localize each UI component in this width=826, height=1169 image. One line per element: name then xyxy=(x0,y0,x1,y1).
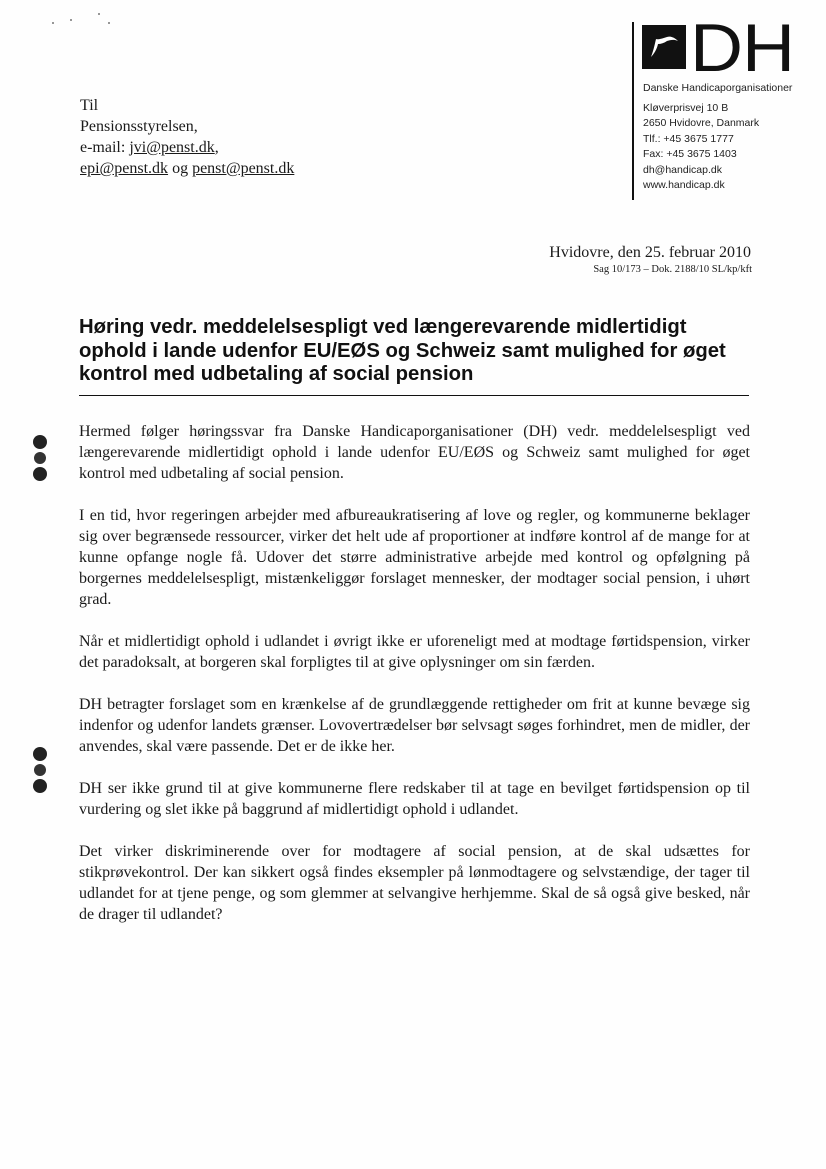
organization-name: Danske Handicaporganisationer xyxy=(643,82,793,94)
email-conjunction: og xyxy=(168,160,193,177)
email-link-epi[interactable]: epi@penst.dk xyxy=(80,160,169,177)
paragraph-discrimination: Det virker diskriminerende over for modtagere af social pension, at de skal udsættes for stikprøvekontrol. Der kan sikkert også findes eksempler på lønmodtagere og selvstændige, der tager til udlandet for at tjene penge, og som glemmer at selvangive herhjemme. Skal de så også give besked, når de drager til udlandet? xyxy=(79,843,750,923)
paragraph-municipalities: DH ser ikke grund til at give kommunerne flere redskaber til at tage en bevilget førtidspension op til vurdering og slet ikke på baggrund af midlertidigt ophold i udlandet. xyxy=(79,780,750,818)
email-prefix: e-mail: xyxy=(80,139,130,156)
paragraph-bureaucracy: I en tid, hvor regeringen arbejder med afbureaukratisering af love og regler, og kommunerne beklager sig over begrænsede ressourcer, virker det helt ude af proportioner at indføre kontrol af de mange for at kunne opfange nogle få. Udover det større administrative arbejde med kontrol og opfølgning på borgernes meddelelsespligt, mistænkeliggør forslaget mennesker, der modtager social pension, i uhørt grad. xyxy=(79,507,750,608)
punch-hole-mark xyxy=(31,745,49,795)
contact-website: www.handicap.dk xyxy=(643,179,725,192)
scan-speck xyxy=(98,13,100,15)
recipient-to: Til xyxy=(80,97,99,114)
email-link-penst[interactable]: penst@penst.dk xyxy=(192,160,295,177)
letter-body xyxy=(79,421,750,946)
recipient-email-line xyxy=(80,137,294,158)
scan-speck xyxy=(70,19,72,21)
recipient-name: Pensionsstyrelsen, xyxy=(80,118,198,135)
title-underline xyxy=(79,395,749,396)
paragraph-intro: Hermed følger høringssvar fra Danske Handicaporganisationer (DH) vedr. meddelelsespligt ved længerevarende midlertidigt ophold i lande udenfor EU/EØS og Schweiz samt mulighed for øget kontrol med udbetaling af social pension. xyxy=(79,423,750,482)
scan-speck xyxy=(52,22,54,24)
date-line: Hvidovre, den 25. februar 2010 xyxy=(549,244,751,261)
case-reference: Sag 10/173 – Dok. 2188/10 SL/kp/kft xyxy=(593,264,752,275)
contact-fax: Fax: +45 3675 1403 xyxy=(643,148,737,161)
punch-hole-mark xyxy=(31,433,49,483)
logo-text: DH xyxy=(690,10,794,86)
document-title: Høring vedr. meddelelsespligt ved længerevarende midlertidigt ophold i lande udenfor EU/EØS og Schweiz samt mulighed for øget kontrol med udbetaling af social pension xyxy=(79,316,726,385)
contact-address: Kløverprisvej 10 B xyxy=(643,102,729,114)
scan-speck xyxy=(108,22,110,24)
contact-block xyxy=(643,101,759,193)
email-separator: , xyxy=(214,139,219,156)
email-link-jvi[interactable]: jvi@penst.dk xyxy=(129,139,215,156)
dh-logo-icon xyxy=(642,25,686,69)
letterhead-divider xyxy=(632,22,634,200)
contact-email: dh@handicap.dk xyxy=(643,163,722,176)
recipient-email-line-2 xyxy=(80,158,294,179)
paragraph-paradox: Når et midlertidigt ophold i udlandet i øvrigt ikke er uforeneligt med at modtage førtidspension, virker det paradoksalt, at borgeren skal forpligtes til at give oplysninger om sin færden. xyxy=(79,633,750,671)
contact-city: 2650 Hvidovre, Danmark xyxy=(643,117,760,130)
paragraph-rights: DH betragter forslaget som en krænkelse af de grundlæggende rettigheder om frit at kunne bevæge sig indenfor og udenfor landets grænser. Lovovertrædelser bør selvsagt søges forhindret, men de midler, der anvendes, skal være passende. Det er de ikke her. xyxy=(79,696,750,755)
contact-phone: Tlf.: +45 3675 1777 xyxy=(643,132,734,145)
recipient-block xyxy=(80,95,294,179)
